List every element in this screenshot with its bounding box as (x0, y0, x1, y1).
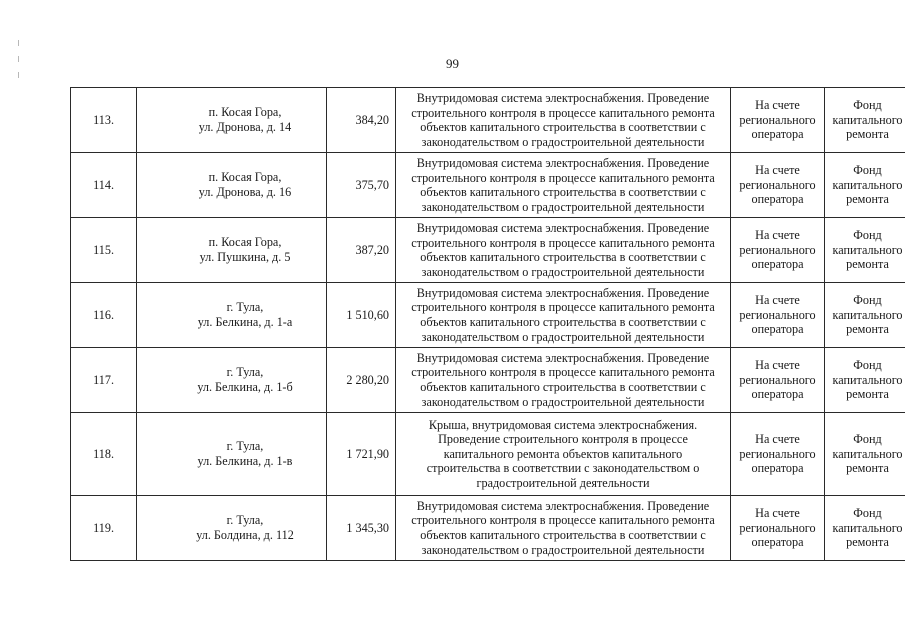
source-line: ремонта (846, 322, 889, 337)
source-line: Фонд (853, 293, 882, 308)
source-line: капитального (832, 307, 903, 322)
source-cell (825, 413, 905, 496)
account-line: На счете (755, 163, 800, 178)
address-line-2: ул. Пушкина, д. 5 (199, 250, 291, 264)
address-line-1: г. Тула, (226, 439, 264, 454)
account-line: регионального (739, 242, 816, 257)
source-line: ремонта (846, 192, 889, 207)
source-cell (825, 153, 905, 218)
cost-cell: 2 280,20 (327, 348, 396, 413)
address-cell (137, 88, 327, 153)
work-description: Крыша, внутридомовая система электроснабжения. Проведение строительного контроля в процессе капитального ремонта объектов капитального строительства в соответствии с законодательством о градостроительной деятельности (396, 413, 731, 496)
cost-cell: 1 721,90 (327, 413, 396, 496)
address-line-1: г. Тула, (226, 300, 264, 315)
account-line: регионального (739, 520, 816, 535)
address-line-2: ул. Дронова, д. 16 (198, 185, 292, 199)
source-line: Фонд (853, 98, 882, 113)
address-line-2: ул. Белкина, д. 1-а (197, 315, 293, 329)
source-cell (825, 283, 905, 348)
table-row (71, 153, 905, 218)
source-line: Фонд (853, 506, 882, 521)
address-cell (137, 348, 327, 413)
source-line: капитального (832, 177, 903, 192)
source-cell (825, 348, 905, 413)
repair-works-table (70, 87, 905, 561)
address-line-2: ул. Белкина, д. 1-б (197, 380, 293, 394)
account-line: оператора (751, 257, 804, 272)
address-line-1: п. Косая Гора, (208, 170, 282, 185)
account-line: регионального (739, 446, 816, 461)
cost-cell: 384,20 (327, 88, 396, 153)
table-body (71, 88, 905, 561)
page-number: 99 (446, 56, 459, 71)
address-cell (137, 283, 327, 348)
account-line: оператора (751, 127, 804, 142)
cost-cell: 375,70 (327, 153, 396, 218)
source-cell (825, 88, 905, 153)
account-line: На счете (755, 432, 800, 447)
source-line: ремонта (846, 387, 889, 402)
margin-mark (18, 40, 19, 46)
account-cell (731, 218, 825, 283)
account-line: оператора (751, 192, 804, 207)
address-line-1: г. Тула, (226, 513, 264, 528)
table-row (71, 283, 905, 348)
row-number: 116. (71, 283, 137, 348)
address-cell (137, 153, 327, 218)
account-cell (731, 88, 825, 153)
source-line: Фонд (853, 163, 882, 178)
work-description: Внутридомовая система электроснабжения. Проведение строительного контроля в процессе капитального ремонта объектов капитального строительства в соответствии с законодательством о градостроительной деятельности (396, 153, 731, 218)
account-cell (731, 153, 825, 218)
address-cell (137, 413, 327, 496)
source-line: капитального (832, 520, 903, 535)
source-line: ремонта (846, 535, 889, 550)
row-number: 117. (71, 348, 137, 413)
source-line: капитального (832, 112, 903, 127)
address-line-1: п. Косая Гора, (208, 105, 282, 120)
row-number: 118. (71, 413, 137, 496)
table-row (71, 413, 905, 496)
account-line: оператора (751, 387, 804, 402)
account-line: На счете (755, 506, 800, 521)
cost-cell: 387,20 (327, 218, 396, 283)
row-number: 115. (71, 218, 137, 283)
source-cell (825, 218, 905, 283)
work-description: Внутридомовая система электроснабжения. Проведение строительного контроля в процессе капитального ремонта объектов капитального строительства в соответствии с законодательством о градостроительной деятельности (396, 218, 731, 283)
source-line: Фонд (853, 228, 882, 243)
work-description: Внутридомовая система электроснабжения. Проведение строительного контроля в процессе капитального ремонта объектов капитального строительства в соответствии с законодательством о градостроительной деятельности (396, 348, 731, 413)
address-cell (137, 496, 327, 561)
address-line-1: п. Косая Гора, (208, 235, 282, 250)
address-cell (137, 218, 327, 283)
work-description: Внутридомовая система электроснабжения. Проведение строительного контроля в процессе капитального ремонта объектов капитального строительства в соответствии с законодательством о градостроительной деятельности (396, 88, 731, 153)
row-number: 113. (71, 88, 137, 153)
address-line-2: ул. Дронова, д. 14 (198, 120, 292, 134)
address-line-2: ул. Белкина, д. 1-в (197, 454, 293, 468)
account-cell (731, 496, 825, 561)
source-line: капитального (832, 446, 903, 461)
source-line: ремонта (846, 257, 889, 272)
account-line: На счете (755, 358, 800, 373)
account-line: регионального (739, 112, 816, 127)
account-line: На счете (755, 293, 800, 308)
address-line-2: ул. Болдина, д. 112 (196, 528, 294, 542)
account-cell (731, 413, 825, 496)
account-line: оператора (751, 535, 804, 550)
source-line: ремонта (846, 127, 889, 142)
table-row (71, 348, 905, 413)
account-line: регионального (739, 372, 816, 387)
work-description: Внутридомовая система электроснабжения. Проведение строительного контроля в процессе капитального ремонта объектов капитального строительства в соответствии с законодательством о градостроительной деятельности (396, 496, 731, 561)
margin-mark (18, 72, 19, 78)
account-line: оператора (751, 461, 804, 476)
table-row (71, 218, 905, 283)
account-line: регионального (739, 177, 816, 192)
source-line: капитального (832, 372, 903, 387)
source-line: капитального (832, 242, 903, 257)
source-line: ремонта (846, 461, 889, 476)
cost-cell: 1 345,30 (327, 496, 396, 561)
account-line: На счете (755, 228, 800, 243)
source-cell (825, 496, 905, 561)
account-cell (731, 348, 825, 413)
address-line-1: г. Тула, (226, 365, 264, 380)
account-line: регионального (739, 307, 816, 322)
source-line: Фонд (853, 432, 882, 447)
row-number: 119. (71, 496, 137, 561)
account-cell (731, 283, 825, 348)
account-line: На счете (755, 98, 800, 113)
row-number: 114. (71, 153, 137, 218)
table-row (71, 88, 905, 153)
source-line: Фонд (853, 358, 882, 373)
table-row (71, 496, 905, 561)
work-description: Внутридомовая система электроснабжения. Проведение строительного контроля в процессе капитального ремонта объектов капитального строительства в соответствии с законодательством о градостроительной деятельности (396, 283, 731, 348)
cost-cell: 1 510,60 (327, 283, 396, 348)
account-line: оператора (751, 322, 804, 337)
